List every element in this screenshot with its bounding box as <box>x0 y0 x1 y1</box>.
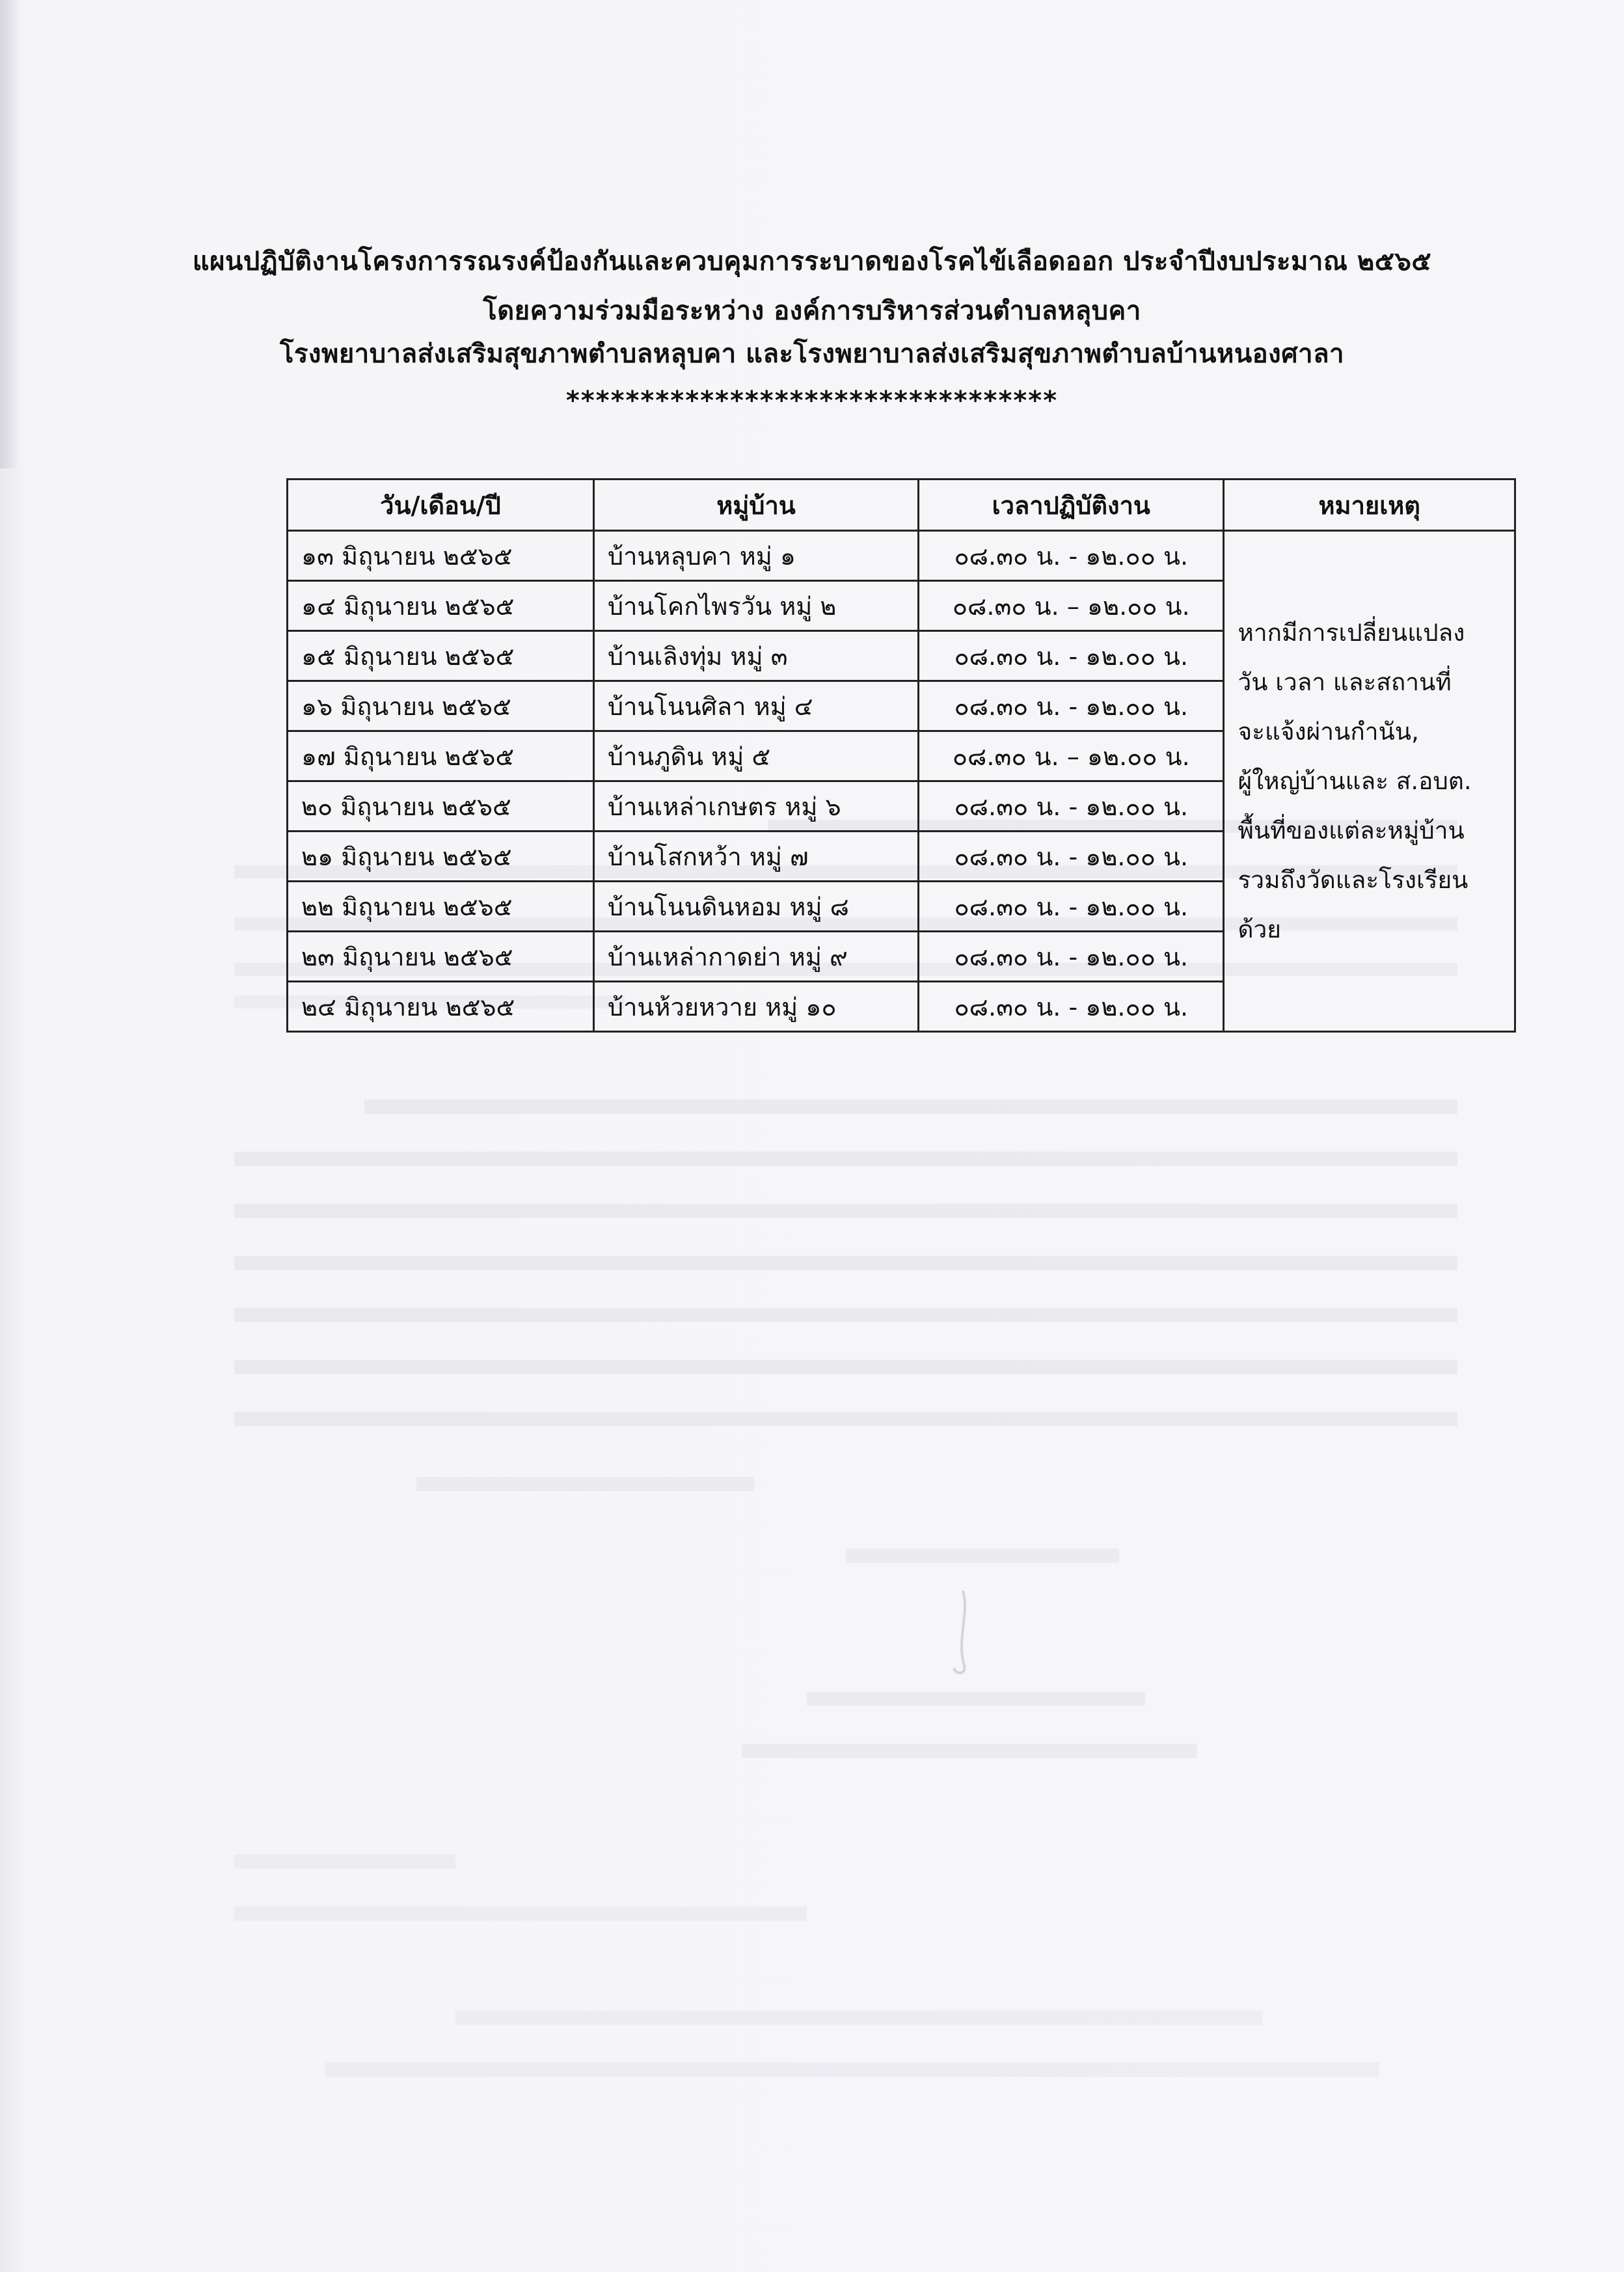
table-row <box>288 531 1515 581</box>
cell-time: ๐๘.๓๐ น. - ๑๒.๐๐ น. <box>919 631 1224 681</box>
cell-date: ๑๓ มิถุนายน ๒๕๖๕ <box>288 531 594 581</box>
bleed-through-mark <box>325 2062 1379 2077</box>
cell-village: บ้านเหล่าเกษตร หมู่ ๖ <box>593 781 918 832</box>
cell-date: ๒๓ มิถุนายน ๒๕๖๕ <box>288 932 594 982</box>
bleed-through-mark <box>416 1477 755 1491</box>
cell-village: บ้านภูดิน หมู่ ๕ <box>593 731 918 781</box>
cell-date: ๒๔ มิถุนายน ๒๕๖๕ <box>288 982 594 1032</box>
cell-date: ๑๕ มิถุนายน ๒๕๖๕ <box>288 631 594 681</box>
column-header-time: เวลาปฏิบัติงาน <box>919 480 1224 531</box>
column-header-note: หมายเหตุ <box>1224 480 1515 531</box>
cell-time: ๐๘.๓๐ น. - ๑๒.๐๐ น. <box>919 781 1224 832</box>
cell-village: บ้านโคกไพรวัน หมู่ ๒ <box>593 581 918 631</box>
cell-date: ๒๐ มิถุนายน ๒๕๖๕ <box>288 781 594 832</box>
title-separator: ********************************* <box>565 386 1059 416</box>
cell-village: บ้านโสกหว้า หมู่ ๗ <box>593 832 918 882</box>
bleed-through-mark <box>234 1308 1457 1322</box>
cell-date: ๑๗ มิถุนายน ๒๕๖๕ <box>288 731 594 781</box>
note-line: ด้วย <box>1238 915 1281 943</box>
cell-time: ๐๘.๓๐ น. - ๑๒.๐๐ น. <box>919 681 1224 731</box>
note-line: รวมถึงวัดและโรงเรียน <box>1238 865 1468 894</box>
bleed-through-mark <box>455 2010 1262 2025</box>
bleed-through-mark <box>234 1204 1457 1218</box>
note-line: จะแจ้งผ่านกำนัน, <box>1238 717 1419 746</box>
cell-time: ๐๘.๓๐ น. – ๑๒.๐๐ น. <box>919 581 1224 631</box>
bleed-through-mark <box>234 1854 455 1869</box>
table-header-row <box>288 480 1515 531</box>
note-line: พื้นที่ของแต่ละหมู่บ้าน <box>1238 816 1465 845</box>
cell-time: ๐๘.๓๐ น. - ๑๒.๐๐ น. <box>919 531 1224 581</box>
cell-date: ๒๒ มิถุนายน ๒๕๖๕ <box>288 882 594 932</box>
bleed-through-mark <box>807 1692 1145 1706</box>
bleed-through-mark <box>234 1256 1457 1270</box>
cell-village: บ้านห้วยหวาย หมู่ ๑๐ <box>593 982 918 1032</box>
bleed-through-mark <box>846 1548 1119 1563</box>
cell-date: ๒๑ มิถุนายน ๒๕๖๕ <box>288 832 594 882</box>
note-line: ผู้ใหญ่บ้านและ ส.อบต. <box>1238 766 1472 795</box>
cell-time: ๐๘.๓๐ น. - ๑๒.๐๐ น. <box>919 982 1224 1032</box>
cell-village: บ้านเลิงทุ่ม หมู่ ๓ <box>593 631 918 681</box>
note-line: หากมีการเปลี่ยนแปลง <box>1238 618 1465 647</box>
cell-village: บ้านหลุบคา หมู่ ๑ <box>593 531 918 581</box>
document-subtitle-hospitals: โรงพยาบาลส่งเสริมสุขภาพตำบลหลุบคา และโรงพยาบาลส่งเสริมสุขภาพตำบลบ้านหนองศาลา <box>279 339 1345 369</box>
cell-village: บ้านโนนดินหอม หมู่ ๘ <box>593 882 918 932</box>
cell-date: ๑๖ มิถุนายน ๒๕๖๕ <box>288 681 594 731</box>
cell-note <box>1224 531 1515 1032</box>
column-header-village: หมู่บ้าน <box>593 480 918 531</box>
document-title: แผนปฏิบัติงานโครงการรณรงค์ป้องกันและควบคุมการระบาดของโรคไข้เลือดออก ประจำปีงบประมาณ ๒๕๖๕ <box>192 247 1432 277</box>
cell-time: ๐๘.๓๐ น. – ๑๒.๐๐ น. <box>919 731 1224 781</box>
cell-time: ๐๘.๓๐ น. - ๑๒.๐๐ น. <box>919 832 1224 882</box>
bleed-through-mark <box>234 1360 1457 1374</box>
schedule-table <box>286 478 1516 1033</box>
column-header-date: วัน/เดือน/ปี <box>288 480 594 531</box>
cell-time: ๐๘.๓๐ น. - ๑๒.๐๐ น. <box>919 932 1224 982</box>
bleed-through-signature <box>937 1588 989 1679</box>
cell-village: บ้านโนนศิลา หมู่ ๔ <box>593 681 918 731</box>
cell-village: บ้านเหล่ากาดย่า หมู่ ๙ <box>593 932 918 982</box>
bleed-through-mark <box>234 1906 807 1921</box>
bleed-through-mark <box>364 1100 1457 1114</box>
cell-time: ๐๘.๓๐ น. - ๑๒.๐๐ น. <box>919 882 1224 932</box>
cell-date: ๑๔ มิถุนายน ๒๕๖๕ <box>288 581 594 631</box>
document-subtitle-partners: โดยความร่วมมือระหว่าง องค์การบริหารส่วนตำบลหลุบคา <box>483 296 1141 326</box>
note-line: วัน เวลา และสถานที่ <box>1238 668 1452 696</box>
bleed-through-mark <box>234 1412 1457 1426</box>
bleed-through-mark <box>742 1744 1197 1758</box>
bleed-through-mark <box>234 1152 1457 1166</box>
